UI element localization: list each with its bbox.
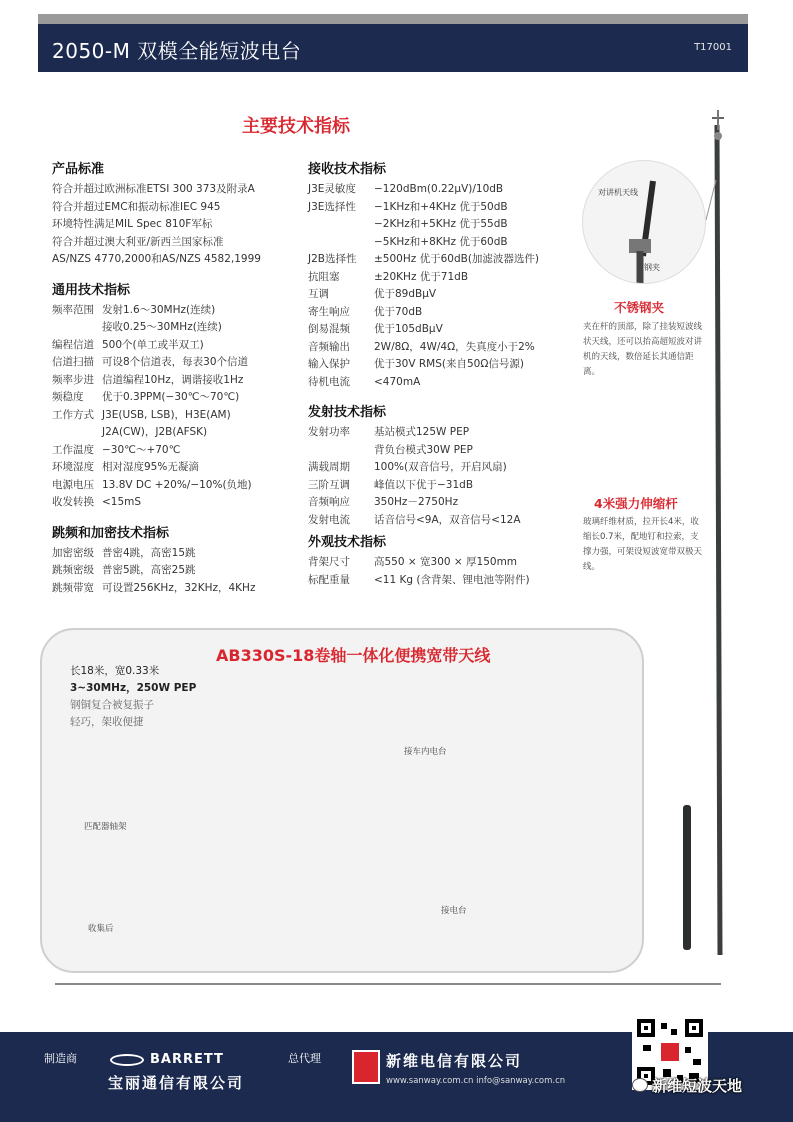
spec-key: 工作温度 — [52, 443, 94, 456]
mast-pole — [717, 125, 720, 955]
standard-line: 符合并超过EMC和振动标准IEC 945 — [52, 200, 221, 213]
spec-value: 普密4跳，高密15跳 — [102, 546, 196, 559]
section-main-title: 主要技术指标 — [242, 116, 350, 137]
inset-label-clamp: 钢夹 — [644, 263, 660, 272]
spec-key: 背架尺寸 — [308, 556, 350, 568]
spec-value: −30℃～+70℃ — [102, 443, 181, 456]
spec-value: 高550 × 宽300 × 厚150mm — [374, 556, 518, 568]
spec-key: J3E灵敏度 — [308, 183, 356, 195]
spec-key: 发射电流 — [308, 513, 350, 526]
divider-line — [55, 983, 721, 985]
spec-key: 抗阻塞 — [308, 270, 340, 283]
clamp-heading: 不锈钢夹 — [614, 300, 665, 315]
spec-key: 环境湿度 — [52, 461, 94, 473]
spec-value: 优于89dBμV — [374, 288, 437, 300]
spec-value: ±500Hz 优于60dB(加滤波器选件) — [374, 253, 540, 265]
manufacturer-label: 制造商 — [44, 1052, 77, 1065]
spec-key: 频率范围 — [52, 303, 94, 316]
barrett-name: BARRETT — [150, 1052, 224, 1067]
spec-value: 13.8V DC +20%/−10%(负地) — [102, 478, 252, 491]
doc-code: T17001 — [694, 42, 732, 53]
sanway-logo-icon — [352, 1050, 380, 1084]
spec-value: −120dBm(0.22μV)/10dB — [374, 183, 504, 195]
spec-key: 工作方式 — [52, 408, 94, 421]
spec-key: 电源电压 — [52, 478, 94, 491]
spec-value: 100%(双音信号，开启风扇) — [374, 461, 507, 473]
xinwei-company-name: 新维电信有限公司 — [386, 1052, 523, 1070]
spec-key: 倒易混频 — [308, 323, 350, 335]
spec-key: 音频输出 — [308, 340, 350, 353]
mast-heading: 4米强力伸缩杆 — [594, 496, 678, 511]
spec-value: 基站模式125W PEP — [374, 426, 470, 438]
spec-value: 发射1.6～30MHz(连续) — [102, 303, 216, 316]
spec-value: 普密5跳，高密25跳 — [102, 564, 196, 576]
standard-line: 符合并超过欧洲标准ETSI 300 373及附录A — [52, 183, 255, 195]
spec-value: 可设8个信道表，每表30个信道 — [102, 356, 249, 368]
spec-value: 接收0.25～30MHz(连续) — [102, 321, 222, 333]
spec-key: 频率步进 — [52, 373, 94, 386]
spec-key: 三阶互调 — [308, 478, 350, 491]
transmit-specs-heading: 发射技术指标 — [308, 405, 387, 420]
page-title: 2050-M 双模全能短波电台 — [52, 39, 302, 63]
spec-value: 2W/8Ω，4W/4Ω，失真度小于2% — [374, 340, 535, 353]
barrett-logo-icon — [110, 1054, 144, 1066]
general-specs-heading: 通用技术指标 — [52, 282, 131, 298]
spec-value: <15mS — [102, 496, 142, 508]
spec-value: 可设置256KHz，32KHz，4KHz — [102, 581, 256, 594]
car-station-label: 接车内电台 — [404, 747, 447, 757]
spec-value: J2A(CW)，J2B(AFSK) — [102, 426, 208, 438]
hopping-specs-heading: 跳频和加密技术指标 — [52, 525, 170, 541]
spec-key: 互调 — [308, 288, 329, 300]
antenna-spec-line: 钢铜复合被复振子 — [70, 699, 154, 711]
baoli-company-name: 宝丽通信有限公司 — [108, 1074, 245, 1092]
spec-value: 500个(单工或半双工) — [102, 338, 204, 351]
spec-value: <11 Kg (含背架、锂电池等附件) — [374, 573, 530, 586]
spec-value: 350Hz－2750Hz — [374, 496, 459, 508]
standard-line: 符合并超过澳大利亚/新西兰国家标准 — [52, 235, 224, 248]
spec-value: −1KHz和+4KHz 优于50dB — [374, 200, 508, 213]
clamp-description: 夹在杆的顶部，除了挂装短波线状天线，还可以抬高超短波对讲机的天线，数倍延长其通信距离。 — [583, 322, 703, 377]
wechat-account-name: 新维短波天地 — [652, 1077, 743, 1095]
stowed-label: 收集后 — [88, 924, 114, 934]
antenna-title: AB330S-18卷轴一体化便携宽带天线 — [216, 646, 491, 665]
spec-value: 优于0.3PPM(−30℃～70℃) — [102, 391, 240, 403]
spec-value: 优于105dBμV — [374, 323, 443, 335]
spec-value: 背负台模式30W PEP — [374, 443, 473, 456]
spec-value: 相对湿度95%无凝滴 — [102, 461, 199, 473]
spec-key: 加密密级 — [52, 546, 94, 559]
contact-web: www.sanway.com.cn info@sanway.com.cn — [386, 1076, 566, 1086]
antenna-spec-line: 3~30MHz，250W PEP — [70, 682, 197, 694]
antenna-specs — [70, 663, 196, 731]
reel-label: 匹配器轴架 — [84, 822, 127, 832]
spec-value: −5KHz和+8KHz 优于60dB — [374, 235, 508, 248]
spec-key: J3E选择性 — [308, 200, 356, 213]
wechat-icon — [632, 1078, 648, 1092]
spec-key: 编程信道 — [52, 338, 94, 351]
spec-key: 发射功率 — [308, 426, 350, 438]
spec-value: ±20KHz 优于71dB — [374, 270, 469, 283]
spec-value: 优于30V RMS(来自50Ω信号源) — [374, 358, 524, 370]
antenna-spec-line: 轻巧，架收便捷 — [70, 716, 144, 728]
spec-key: 输入保护 — [308, 358, 350, 370]
standard-line: 环境特性满足MIL Spec 810F军标 — [52, 218, 213, 230]
product-standards-heading: 产品标准 — [52, 162, 105, 177]
spec-key: 待机电流 — [308, 375, 350, 388]
antenna-spec-line: 长18米，宽0.33米 — [70, 665, 160, 677]
spec-key: 跳频密级 — [52, 564, 94, 576]
spec-key: 标配重量 — [308, 573, 350, 586]
agent-label: 总代理 — [288, 1052, 321, 1065]
station-label: 接电台 — [441, 906, 467, 916]
spec-key: 信道扫描 — [52, 356, 94, 368]
appearance-specs-heading: 外观技术指标 — [308, 535, 387, 550]
spec-key: 频稳度 — [52, 391, 84, 403]
spec-key: 满载周期 — [308, 461, 350, 473]
receive-specs-heading: 接收技术指标 — [308, 162, 387, 177]
spec-key: J2B选择性 — [308, 253, 357, 265]
spec-key: 收发转换 — [52, 496, 94, 508]
spec-key: 寄生响应 — [308, 305, 350, 318]
spec-key: 音频响应 — [308, 496, 350, 508]
spec-value: 优于70dB — [374, 305, 423, 318]
spec-value: <470mA — [374, 375, 421, 388]
inset-label-antenna: 对讲机天线 — [598, 188, 638, 197]
spec-value: 话音信号<9A，双音信号<12A — [374, 513, 521, 526]
spec-value: −2KHz和+5KHz 优于55dB — [374, 218, 508, 230]
spec-value: J3E(USB, LSB)，H3E(AM) — [102, 408, 231, 421]
mast-description: 玻璃纤维材质，拉开长4米，收缩长0.7米，配地钉和拉索，支撑力强，可架设短波宽带双极天线。 — [583, 517, 703, 572]
spec-value: 信道编程10Hz，调谐接收1Hz — [102, 373, 244, 386]
standard-line: AS/NZS 4770,2000和AS/NZS 4582,1999 — [52, 253, 261, 265]
stowed-mast — [683, 805, 691, 950]
spec-value: 峰值以下优于−31dB — [374, 478, 474, 491]
spec-key: 跳频带宽 — [52, 581, 94, 594]
